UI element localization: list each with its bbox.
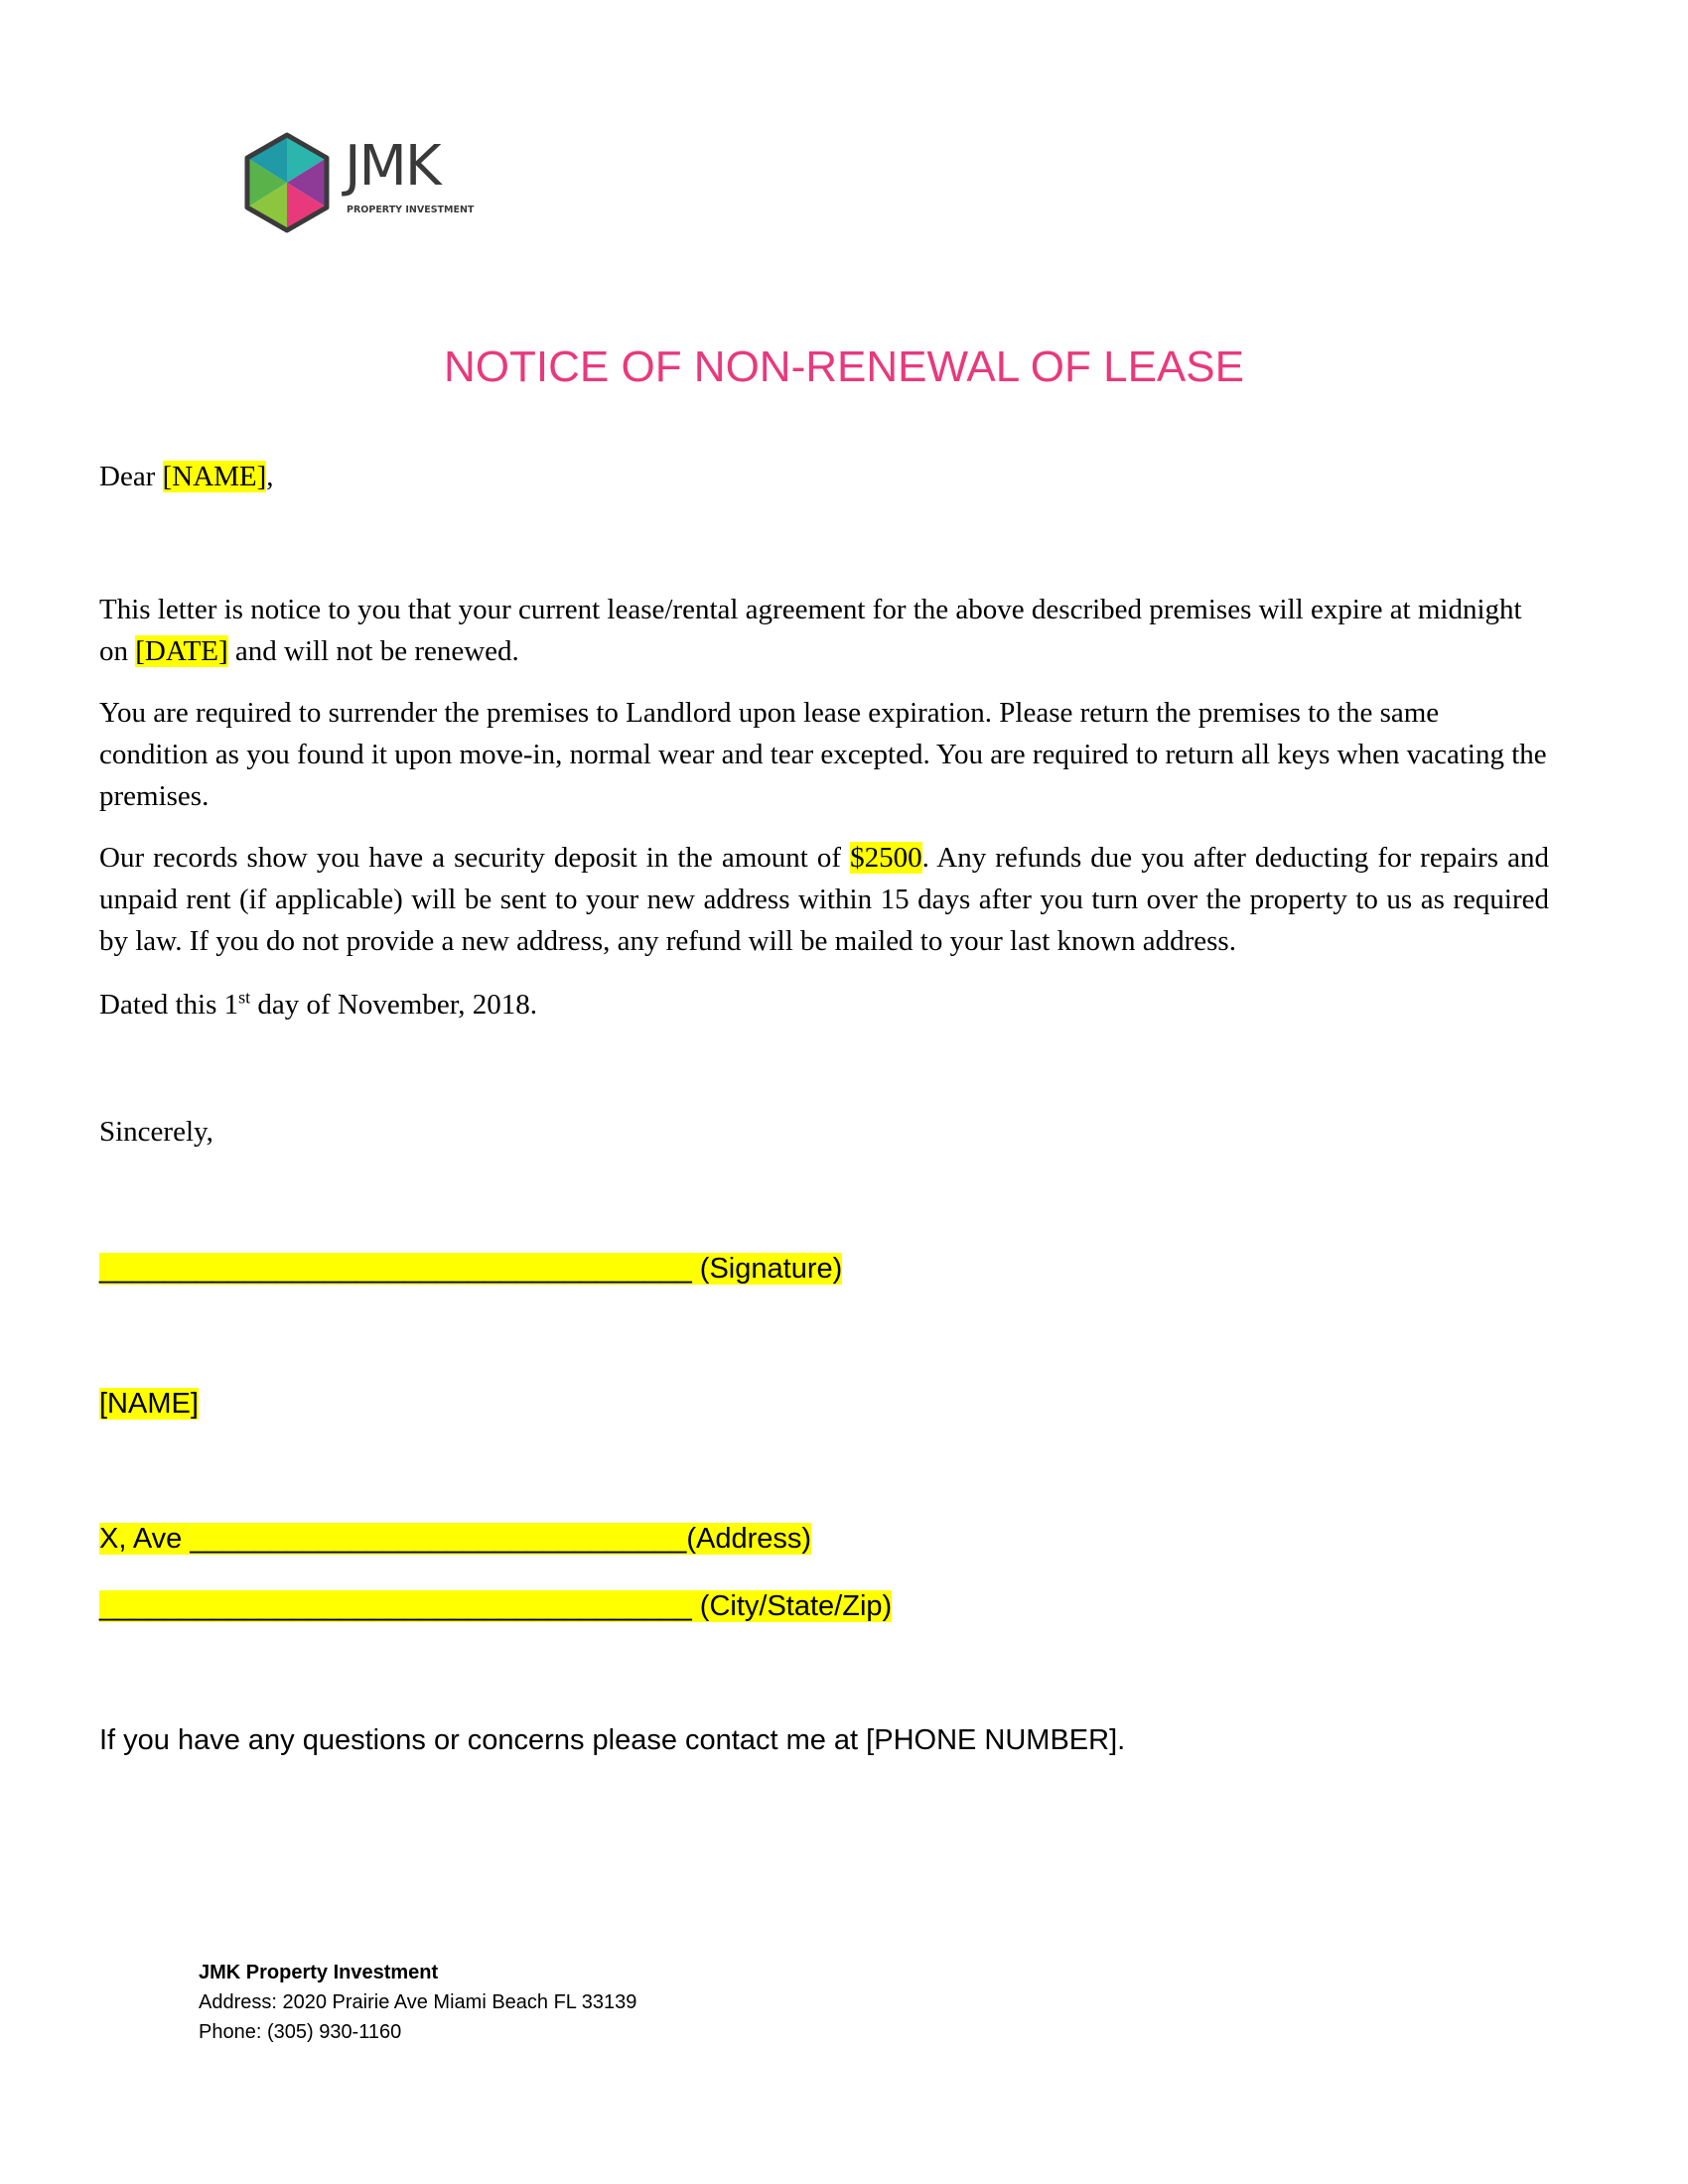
footer-phone: Phone: (305) 930-1160 bbox=[199, 2021, 402, 2043]
deposit-text-start: Our records show you have a security deposit in the amount of bbox=[99, 842, 842, 874]
address-field: X, Ave _______________________________(Address) bbox=[99, 1523, 812, 1555]
dated-suffix: day of November, 2018. bbox=[257, 989, 537, 1021]
sender-name-placeholder: [NAME] bbox=[99, 1388, 199, 1420]
recipient-name-placeholder: [NAME] bbox=[162, 461, 267, 492]
cube-logo-icon bbox=[241, 131, 333, 234]
logo-wordmark: JMK bbox=[345, 134, 440, 199]
city-state-zip-field: _____________________________________ (City/State/Zip) bbox=[99, 1590, 893, 1622]
city-line bbox=[99, 1588, 892, 1624]
greeting-suffix: , bbox=[266, 461, 274, 492]
logo-tagline: PROPERTY INVESTMENT bbox=[347, 205, 475, 215]
signature-field: _____________________________________ (Signature) bbox=[99, 1253, 843, 1285]
greeting-prefix: Dear bbox=[99, 461, 156, 492]
notice-text-end: and will not be renewed. bbox=[234, 635, 519, 667]
footer-company: JMK Property Investment bbox=[199, 1962, 439, 1983]
notice-paragraph bbox=[99, 589, 1549, 672]
surrender-paragraph: You are required to surrender the premises to Landlord upon lease expiration. Please return the premises to the same condition as you found it upon move-in, normal wear and tear excepted. You are required to return all keys when vacating the premises. bbox=[99, 697, 1547, 812]
contact-line: If you have any questions or concerns please contact me at [PHONE NUMBER]. bbox=[99, 1724, 1126, 1756]
expiry-date-placeholder: [DATE] bbox=[135, 635, 228, 667]
dated-ordinal: st bbox=[238, 987, 251, 1008]
footer bbox=[199, 1958, 636, 2047]
closing: Sincerely, bbox=[99, 1116, 213, 1148]
address-line bbox=[99, 1521, 811, 1557]
footer-address: Address: 2020 Prairie Ave Miami Beach FL 33139 bbox=[199, 1991, 637, 2013]
deposit-amount: $2500 bbox=[850, 842, 922, 874]
company-logo bbox=[241, 131, 480, 240]
notice-text-start: This letter is notice to you that your current lease/rental agreement for the above described premises will expire at midnight on bbox=[99, 594, 1522, 667]
greeting bbox=[99, 456, 1549, 497]
document-title: NOTICE OF NON-RENEWAL OF LEASE bbox=[444, 342, 1244, 391]
deposit-paragraph bbox=[99, 837, 1549, 962]
signature-line bbox=[99, 1251, 842, 1287]
name-line bbox=[99, 1386, 199, 1422]
deposit-text-end: . Any refunds due you after deducting for repairs and unpaid rent (if applicable) will be sent to your new address within 15 days after you turn over the property to us as required by law. If you do not provide a new address, any refund will be mailed to your last known address. bbox=[99, 842, 1550, 957]
dated-prefix: Dated this 1 bbox=[99, 989, 239, 1021]
dated-line bbox=[99, 984, 1549, 1025]
